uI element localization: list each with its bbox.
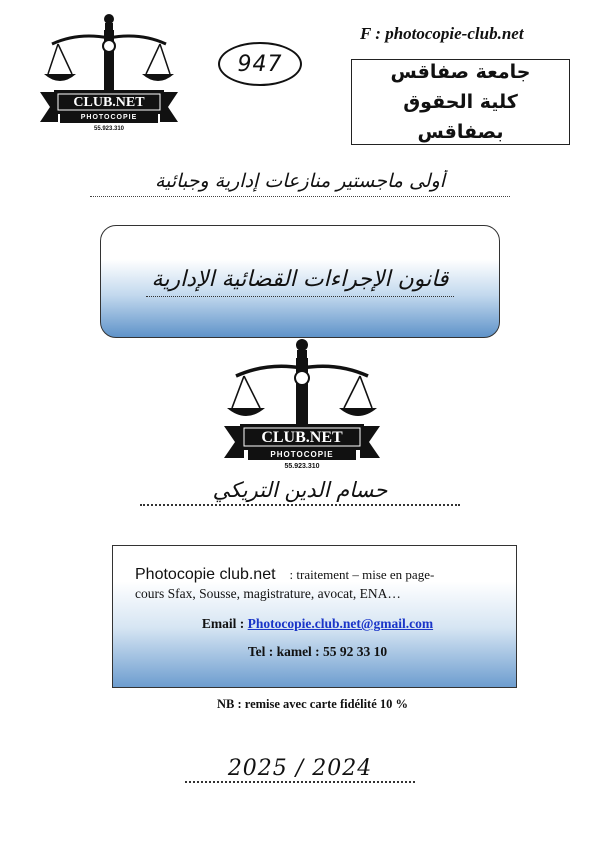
logo-name: CLUB.NET bbox=[73, 95, 145, 110]
ad-email-link[interactable]: Photocopie.club.net@gmail.com bbox=[247, 616, 434, 631]
logo-tagline: PHOTOCOPIE bbox=[60, 113, 158, 123]
logo-name: CLUB.NET bbox=[261, 429, 343, 446]
handwritten-number: 947 bbox=[218, 42, 302, 86]
ad-email-row bbox=[135, 616, 500, 632]
photocopie-ad-box bbox=[112, 545, 517, 688]
ad-email-label: Email : bbox=[201, 616, 245, 631]
course-author: حسام الدين التريكي bbox=[140, 478, 460, 506]
club-net-logo-top bbox=[38, 12, 180, 140]
ad-heading-row bbox=[135, 566, 500, 584]
university-name: جامعة صفاقس bbox=[390, 61, 531, 83]
logo-phone: 55.923.310 bbox=[93, 126, 125, 132]
ad-description-line1: : traitement – mise en page- bbox=[289, 567, 435, 582]
university-box bbox=[351, 59, 570, 145]
facebook-page-label: F : photocopie-club.net bbox=[360, 24, 524, 43]
ad-telephone: Tel : kamel : 55 92 33 10 bbox=[247, 644, 388, 659]
course-level: أولى ماجستير منازعات إدارية وجبائية bbox=[90, 170, 510, 197]
ad-title: Photocopie club.net bbox=[135, 566, 276, 583]
faculty-name: كلية الحقوق بصفاقس bbox=[403, 91, 518, 143]
academic-year: 2025 / 2024 bbox=[185, 756, 415, 783]
course-title-box bbox=[100, 225, 500, 338]
logo-phone: 55.923.310 bbox=[284, 463, 320, 470]
course-title: قانون الإجراءات القضائية الإدارية bbox=[146, 267, 455, 297]
loyalty-discount-note: NB : remise avec carte fidélité 10 % bbox=[216, 697, 408, 711]
logo-tagline: PHOTOCOPIE bbox=[248, 449, 356, 460]
ad-description-line2: cours Sfax, Sousse, magistrature, avocat, ENA… bbox=[135, 586, 401, 601]
club-net-logo-center bbox=[222, 338, 382, 476]
